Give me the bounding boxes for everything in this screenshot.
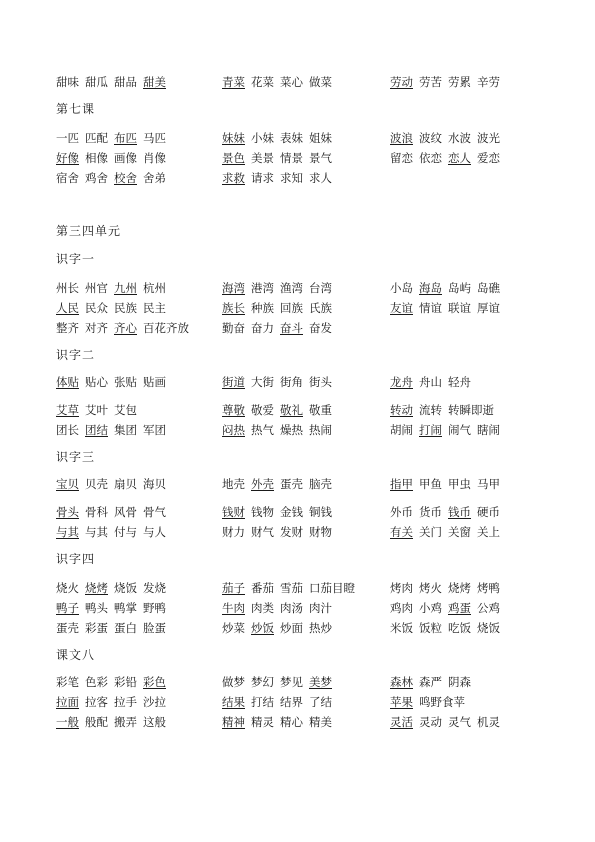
underlined-word: 恋人 — [448, 151, 471, 165]
underlined-word: 青菜 — [222, 75, 245, 89]
word-group — [222, 618, 338, 638]
underlined-word: 与其 — [56, 525, 79, 539]
word: 梦幻 — [251, 675, 274, 689]
word-group — [390, 474, 506, 494]
word-group — [390, 692, 471, 712]
underlined-word: 鸡蛋 — [448, 601, 471, 615]
word: 炒面 — [280, 621, 303, 635]
word-group — [222, 578, 361, 598]
word: 烤鸭 — [477, 581, 500, 595]
word: 打结 — [251, 695, 274, 709]
underlined-word: 布匹 — [114, 131, 137, 145]
word: 骨气 — [143, 505, 166, 519]
word: 贝壳 — [85, 477, 108, 491]
underlined-word: 钱财 — [222, 505, 245, 519]
underlined-word: 有关 — [390, 525, 413, 539]
word: 米饭 — [390, 621, 413, 635]
word: 关窗 — [448, 525, 471, 539]
underlined-word: 奋斗 — [280, 321, 303, 335]
word: 硬币 — [477, 505, 500, 519]
word-group — [390, 502, 506, 522]
underlined-word: 人民 — [56, 301, 79, 315]
word-group — [56, 128, 172, 148]
word: 厚谊 — [477, 301, 500, 315]
underlined-word: 一般 — [56, 715, 79, 729]
word-group — [390, 578, 506, 598]
word: 甜品 — [114, 75, 137, 89]
underlined-word: 打闹 — [419, 423, 442, 437]
word: 爱恋 — [477, 151, 500, 165]
word-group — [56, 578, 172, 598]
word: 民族 — [114, 301, 137, 315]
underlined-word: 齐心 — [114, 321, 137, 335]
word: 精灵 — [251, 715, 274, 729]
word: 甜味 — [56, 75, 79, 89]
section-heading: 识字三 — [56, 450, 96, 464]
word: 贴画 — [143, 375, 166, 389]
word-group — [222, 400, 338, 420]
underlined-word: 校舍 — [114, 171, 137, 185]
underlined-word: 街道 — [222, 375, 245, 389]
word: 大街 — [251, 375, 274, 389]
word: 辛劳 — [477, 75, 500, 89]
word: 水波 — [448, 131, 471, 145]
word: 马甲 — [477, 477, 500, 491]
word: 求知 — [280, 171, 303, 185]
underlined-word: 九州 — [114, 281, 137, 295]
underlined-word: 龙舟 — [390, 375, 413, 389]
word-group — [390, 72, 506, 92]
word: 贴心 — [85, 375, 108, 389]
word-group — [222, 318, 338, 338]
section-heading: 识字二 — [56, 348, 96, 362]
word: 外币 — [390, 505, 413, 519]
word-group — [222, 128, 338, 148]
word: 肉汁 — [309, 601, 332, 615]
word: 军团 — [143, 423, 166, 437]
word: 鸡舍 — [85, 171, 108, 185]
word: 张贴 — [114, 375, 137, 389]
word-group — [222, 298, 338, 318]
word-group — [222, 278, 338, 298]
word: 艾叶 — [85, 403, 108, 417]
word-group — [222, 522, 338, 542]
word: 烧饭 — [477, 621, 500, 635]
word: 甲鱼 — [419, 477, 442, 491]
word: 财气 — [251, 525, 274, 539]
word: 州官 — [85, 281, 108, 295]
word: 燥热 — [280, 423, 303, 437]
word: 情谊 — [419, 301, 442, 315]
section-heading: 课文八 — [56, 648, 96, 662]
word: 热炒 — [309, 621, 332, 635]
word: 关上 — [477, 525, 500, 539]
word: 勤奋 — [222, 321, 245, 335]
underlined-word: 海湾 — [222, 281, 245, 295]
word: 波光 — [477, 131, 500, 145]
word: 劳累 — [448, 75, 471, 89]
underlined-word: 转动 — [390, 403, 413, 417]
word: 与其 — [85, 525, 108, 539]
word: 烧烤 — [448, 581, 471, 595]
underlined-word: 波浪 — [390, 131, 413, 145]
section-heading: 识字一 — [56, 252, 96, 266]
underlined-word: 友谊 — [390, 301, 413, 315]
underlined-word: 族长 — [222, 301, 245, 315]
underlined-word: 景色 — [222, 151, 245, 165]
word: 烧火 — [56, 581, 79, 595]
word: 与人 — [143, 525, 166, 539]
word: 求人 — [309, 171, 332, 185]
word-group — [222, 474, 338, 494]
word: 地壳 — [222, 477, 245, 491]
word-group — [56, 72, 172, 92]
underlined-word: 外壳 — [251, 477, 274, 491]
word: 奋力 — [251, 321, 274, 335]
word: 宿舍 — [56, 171, 79, 185]
word-group — [390, 598, 506, 618]
word-group — [56, 318, 195, 338]
word: 美景 — [251, 151, 274, 165]
word: 精美 — [309, 715, 332, 729]
word: 街头 — [309, 375, 332, 389]
word: 灵动 — [419, 715, 442, 729]
word: 彩铅 — [114, 675, 137, 689]
word: 骨科 — [85, 505, 108, 519]
word-group — [390, 712, 506, 732]
word: 拉手 — [114, 695, 137, 709]
word-group — [222, 420, 338, 440]
word-group — [222, 692, 338, 712]
word: 风骨 — [114, 505, 137, 519]
word: 饭粒 — [419, 621, 442, 635]
word: 渔湾 — [280, 281, 303, 295]
word: 脸蛋 — [143, 621, 166, 635]
word: 做菜 — [309, 75, 332, 89]
word: 拉客 — [85, 695, 108, 709]
word-group — [222, 502, 338, 522]
word: 甲虫 — [448, 477, 471, 491]
word: 机灵 — [477, 715, 500, 729]
word: 灵气 — [448, 715, 471, 729]
word: 付与 — [114, 525, 137, 539]
word: 依恋 — [419, 151, 442, 165]
underlined-word: 指甲 — [390, 477, 413, 491]
underlined-word: 宝贝 — [56, 477, 79, 491]
underlined-word: 结果 — [222, 695, 245, 709]
word: 结界 — [280, 695, 303, 709]
word: 口茄目瞪 — [309, 581, 355, 595]
word-group — [390, 522, 506, 542]
word-group — [56, 474, 172, 494]
word: 艾包 — [114, 403, 137, 417]
word-group — [56, 372, 172, 392]
word: 州长 — [56, 281, 79, 295]
word: 热闹 — [309, 423, 332, 437]
word: 番茄 — [251, 581, 274, 595]
word: 敬重 — [309, 403, 332, 417]
word-group — [56, 712, 172, 732]
underlined-word: 闷热 — [222, 423, 245, 437]
word: 蛋白 — [114, 621, 137, 635]
word: 雪茄 — [280, 581, 303, 595]
underlined-word: 妹妹 — [222, 131, 245, 145]
word: 奋发 — [309, 321, 332, 335]
word-group — [222, 672, 338, 692]
word-group — [56, 420, 172, 440]
word: 画像 — [114, 151, 137, 165]
word-group — [390, 672, 477, 692]
word: 鸣野食苹 — [419, 695, 465, 709]
word: 甜瓜 — [85, 75, 108, 89]
word: 轻舟 — [448, 375, 471, 389]
word: 肉汤 — [280, 601, 303, 615]
underlined-word: 苹果 — [390, 695, 413, 709]
word-group — [390, 128, 506, 148]
word: 氏族 — [309, 301, 332, 315]
word: 相像 — [85, 151, 108, 165]
word: 沙拉 — [143, 695, 166, 709]
word: 情景 — [280, 151, 303, 165]
section-heading: 第七课 — [56, 102, 96, 116]
word-group — [56, 148, 172, 168]
word-group — [390, 148, 506, 168]
word: 回族 — [280, 301, 303, 315]
word: 菜心 — [280, 75, 303, 89]
word: 台湾 — [309, 281, 332, 295]
word: 这般 — [143, 715, 166, 729]
word-group — [56, 502, 172, 522]
word-group — [56, 522, 172, 542]
underlined-word: 骨头 — [56, 505, 79, 519]
underlined-word: 甜美 — [143, 75, 166, 89]
word: 小妹 — [251, 131, 274, 145]
underlined-word: 海岛 — [419, 281, 442, 295]
word: 岛礁 — [477, 281, 500, 295]
word: 港湾 — [251, 281, 274, 295]
word: 梦见 — [280, 675, 303, 689]
word: 蛋壳 — [280, 477, 303, 491]
word-group — [56, 598, 172, 618]
word: 鸭头 — [85, 601, 108, 615]
word: 货币 — [419, 505, 442, 519]
word: 精心 — [280, 715, 303, 729]
section-heading: 识字四 — [56, 552, 96, 566]
word: 热气 — [251, 423, 274, 437]
word: 百花齐放 — [143, 321, 189, 335]
word: 波纹 — [419, 131, 442, 145]
word-group — [390, 298, 506, 318]
word: 联谊 — [448, 301, 471, 315]
underlined-word: 森林 — [390, 675, 413, 689]
word: 炒菜 — [222, 621, 245, 635]
word: 劳苦 — [419, 75, 442, 89]
word: 表妹 — [280, 131, 303, 145]
underlined-word: 劳动 — [390, 75, 413, 89]
word: 舟山 — [419, 375, 442, 389]
word: 杭州 — [143, 281, 166, 295]
word: 般配 — [85, 715, 108, 729]
underlined-word: 敬礼 — [280, 403, 303, 417]
underlined-word: 彩色 — [143, 675, 166, 689]
underlined-word: 尊敬 — [222, 403, 245, 417]
section-heading: 第三四单元 — [56, 224, 122, 238]
word-group — [222, 372, 338, 392]
underlined-word: 烧烤 — [85, 581, 108, 595]
word: 肉类 — [251, 601, 274, 615]
word: 瞎闹 — [477, 423, 500, 437]
word: 烤肉 — [390, 581, 413, 595]
word: 鸡肉 — [390, 601, 413, 615]
word: 团长 — [56, 423, 79, 437]
word-group — [56, 692, 172, 712]
word: 扇贝 — [114, 477, 137, 491]
word: 阴森 — [448, 675, 471, 689]
word: 匹配 — [85, 131, 108, 145]
word: 小岛 — [390, 281, 413, 295]
word: 财物 — [309, 525, 332, 539]
underlined-word: 鸭子 — [56, 601, 79, 615]
word: 色彩 — [85, 675, 108, 689]
word: 发财 — [280, 525, 303, 539]
word: 一匹 — [56, 131, 79, 145]
word: 肖像 — [143, 151, 166, 165]
word: 蛋壳 — [56, 621, 79, 635]
word: 景气 — [309, 151, 332, 165]
word: 烤火 — [419, 581, 442, 595]
underlined-word: 牛肉 — [222, 601, 245, 615]
underlined-word: 拉面 — [56, 695, 79, 709]
underlined-word: 求救 — [222, 171, 245, 185]
word: 了结 — [309, 695, 332, 709]
word: 舍弟 — [143, 171, 166, 185]
underlined-word: 钱币 — [448, 505, 471, 519]
word: 胡闹 — [390, 423, 413, 437]
word: 整齐 — [56, 321, 79, 335]
word-group — [56, 298, 172, 318]
word: 留恋 — [390, 151, 413, 165]
underlined-word: 炒饭 — [251, 621, 274, 635]
underlined-word: 艾草 — [56, 403, 79, 417]
word-group — [56, 400, 143, 420]
word: 街角 — [280, 375, 303, 389]
word-group — [390, 618, 506, 638]
word-group — [56, 672, 172, 692]
word-group — [222, 598, 338, 618]
word-group — [56, 168, 172, 188]
word: 种族 — [251, 301, 274, 315]
word: 彩蛋 — [85, 621, 108, 635]
word: 花菜 — [251, 75, 274, 89]
word: 吃饭 — [448, 621, 471, 635]
word-group — [390, 400, 500, 420]
word: 发烧 — [143, 581, 166, 595]
word: 请求 — [251, 171, 274, 185]
word: 森严 — [419, 675, 442, 689]
word: 马匹 — [143, 131, 166, 145]
word: 做梦 — [222, 675, 245, 689]
word-group — [222, 712, 338, 732]
word: 野鸭 — [143, 601, 166, 615]
word: 关门 — [419, 525, 442, 539]
word-group — [56, 278, 172, 298]
word: 财力 — [222, 525, 245, 539]
word: 鸭掌 — [114, 601, 137, 615]
underlined-word: 灵活 — [390, 715, 413, 729]
word-group — [222, 148, 338, 168]
word: 民众 — [85, 301, 108, 315]
word-group — [390, 420, 506, 440]
underlined-word: 团结 — [85, 423, 108, 437]
word: 岛屿 — [448, 281, 471, 295]
word: 民主 — [143, 301, 166, 315]
word: 流转 — [419, 403, 442, 417]
word: 转瞬即逝 — [448, 403, 494, 417]
word: 对齐 — [85, 321, 108, 335]
word: 小鸡 — [419, 601, 442, 615]
word: 海贝 — [143, 477, 166, 491]
word: 闹气 — [448, 423, 471, 437]
word: 彩笔 — [56, 675, 79, 689]
word: 烧饭 — [114, 581, 137, 595]
underlined-word: 精神 — [222, 715, 245, 729]
word: 公鸡 — [477, 601, 500, 615]
word-group — [222, 168, 338, 188]
word: 集团 — [114, 423, 137, 437]
underlined-word: 美梦 — [309, 675, 332, 689]
word: 金钱 — [280, 505, 303, 519]
word: 敬爱 — [251, 403, 274, 417]
word: 姐妹 — [309, 131, 332, 145]
word-group — [390, 372, 477, 392]
word: 脑壳 — [309, 477, 332, 491]
word: 铜钱 — [309, 505, 332, 519]
word-group — [390, 278, 506, 298]
word: 搬弄 — [114, 715, 137, 729]
word-group — [222, 72, 338, 92]
word-group — [56, 618, 172, 638]
underlined-word: 好像 — [56, 151, 79, 165]
underlined-word: 体贴 — [56, 375, 79, 389]
word: 钱物 — [251, 505, 274, 519]
underlined-word: 茄子 — [222, 581, 245, 595]
